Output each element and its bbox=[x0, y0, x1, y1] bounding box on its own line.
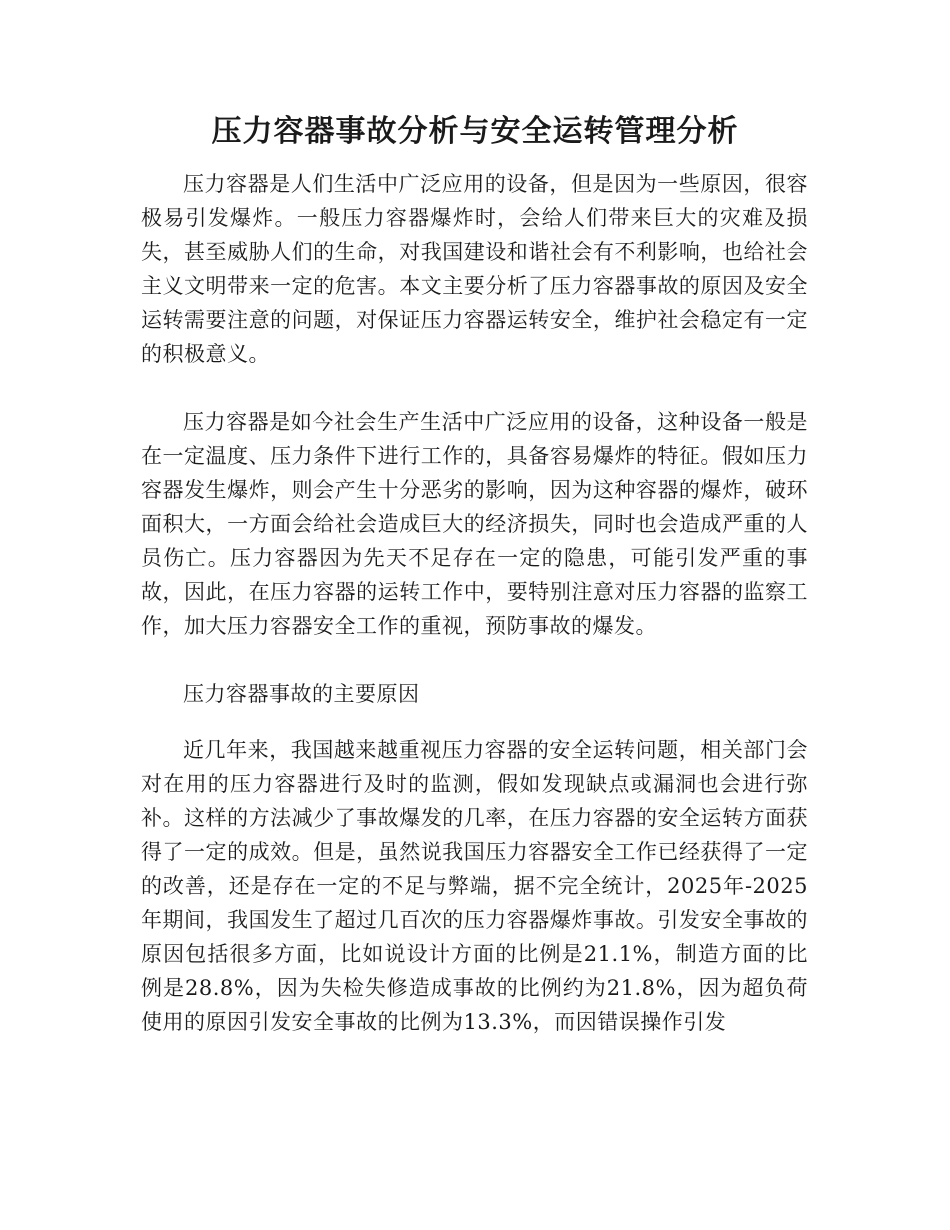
causes-paragraph: 近几年来，我国越来越重视压力容器的安全运转问题，相关部门会对在用的压力容器进行及时的监测，假如发现缺点或漏洞也会进行弥补。这样的方法减少了事故爆发的几率，在压力容器的安全运转方面获得了一定的成效。但是，虽然说我国压力容器安全工作已经获得了一定的改善，还是存在一定的不足与弊端，据不完全统计，2025年-2025年期间，我国发生了超过几百次的压力容器爆炸事故。引发安全事故的原因包括很多方面，比如说设计方面的比例是21.1%，制造方面的比例是28.8%，因为失检失修造成事故的比例约为21.8%，因为超负荷使用的原因引发安全事故的比例为13.3%，而因错误操作引发 bbox=[141, 738, 808, 1034]
document-title: 压力容器事故分析与安全运转管理分析 bbox=[211, 114, 739, 149]
background-paragraph: 压力容器是如今社会生产生活中广泛应用的设备，这种设备一般是在一定温度、压力条件下进行工作的，具备容易爆炸的特征。假如压力容器发生爆炸，则会产生十分恶劣的影响，因为这种容器的爆炸，破环面积大，一方面会给社会造成巨大的经济损失，同时也会造成严重的人员伤亡。压力容器因为先天不足存在一定的隐患，可能引发严重的事故，因此，在压力容器的运转工作中，要特别注意对压力容器的监察工作，加大压力容器安全工作的重视，预防事故的爆发。 bbox=[141, 410, 808, 638]
intro-paragraph: 压力容器是人们生活中广泛应用的设备，但是因为一些原因，很容极易引发爆炸。一般压力容器爆炸时，会给人们带来巨大的灾难及损失，甚至威胁人们的生命，对我国建设和谐社会有不利影响，也给社会主义文明带来一定的危害。本文主要分析了压力容器事故的原因及安全运转需要注意的问题，对保证压力容器运转安全，维护社会稳定有一定的积极意义。 bbox=[141, 172, 808, 366]
section-heading: 压力容器事故的主要原因 bbox=[183, 682, 420, 706]
